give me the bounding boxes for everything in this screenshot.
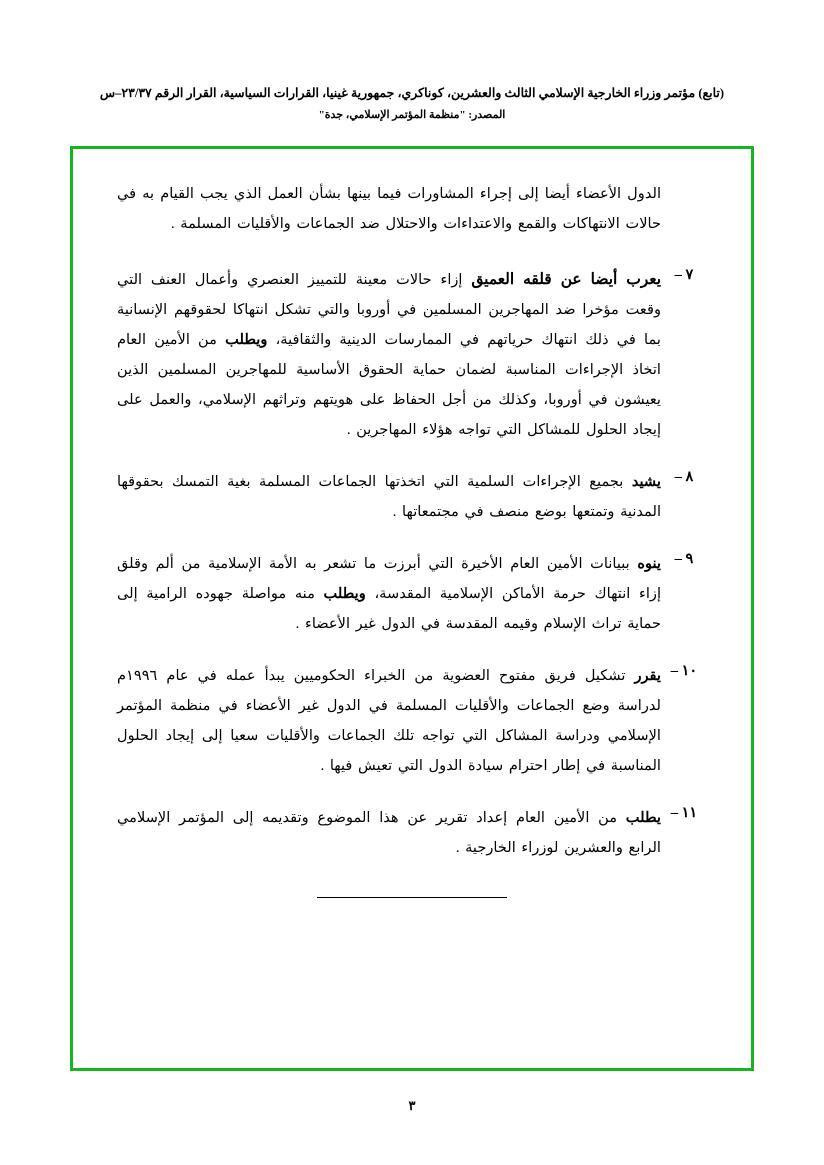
paragraph-number: ١٠ – [670,663,698,679]
paragraph-number: ٨ – [674,469,694,485]
paragraph-body-2: منه مواصلة جهوده الرامية إلى حماية تراث الإسلام وقيمه المقدسة في الدول غير الأعضاء . [117,586,661,632]
header-title-line: (تابع) مؤتمر وزراء الخارجية الإسلامي الثالث والعشرين، كوناكري، جمهورية غينيا، القرارات السياسية، القرار الرقم ٢٣/٣٧–س [99,86,725,100]
paragraph-body: بجميع الإجراءات السلمية التي اتخذتها الجماعات المسلمة بغية التمسك بحقوقها المدنية وتمتعها بوضع منصف في مجتمعاتها . [117,474,661,520]
paragraph-body: ببيانات الأمين العام الأخيرة التي أبرزت ما تشعر به الأمة الإسلامية من ألم وقلق إزاء انتهاك حرمة الأماكن الإسلامية المقدسة، [117,556,661,602]
paragraph-number: ١١ – [670,805,698,821]
paragraph-text [117,549,661,639]
paragraph-keyword: يشيد [631,474,661,490]
intro-paragraph: الدول الأعضاء أيضا إلى إجراء المشاورات فيما بينها بشأن العمل الذي يجب القيام به في حالات الانتهاكات والقمع والاعتداءات والاحتلال ضد الجماعات والأقليات المسلمة . [117,186,661,232]
paragraph-text [117,803,661,863]
paragraph-keyword: يعرب أيضا عن قلقه العميق [471,271,661,288]
page-number: ٣ [408,1098,416,1113]
document-frame [70,146,754,1071]
paragraph-body-2: من الأمين العام اتخاذ الإجراءات المناسبة لضمان حماية الحقوق الأساسية للمهاجرين المسلمين الذين يعيشون في أوروبا، وكذلك من أجل الحفاظ على هويتهم وتراثهم الإسلامي، والعمل على إيجاد الحلول للمشاكل التي تواجه هؤلاء المهاجرين . [117,332,661,438]
paragraph-number: ٩ – [674,551,694,567]
paragraph-7 [117,265,707,445]
paragraph-body: إزاء حالات معينة للتمييز العنصري وأعمال العنف التي وقعت مؤخرا ضد المهاجرين المسلمين في أوروبا والتي تشكل انتهاكا لحقوقهم الإنسانية بما في ذلك انتهاك حرياتهم في الممارسات الدينية والثقافية، [117,272,661,348]
paragraph-keyword-2: ويطلب [323,586,366,602]
paragraph-9 [117,549,707,639]
paragraph-body: تشكيل فريق مفتوح العضوية من الخبراء الحكوميين يبدأ عمله في عام ١٩٩٦م لدراسة وضع الجماعات والأقليات المسلمة في الدول غير الأعضاء في منظمة المؤتمر الإسلامي ودراسة المشاكل التي تواجه تلك الجماعات والأقليات سعيا إلى إيجاد الحلول المناسبة في إطار احترام سيادة الدول التي تعيش فيها . [117,668,661,774]
paragraph-11 [117,803,707,863]
section-divider [317,897,507,898]
header-source-line: المصدر: "منظمة المؤتمر الإسلامي، جدة" [318,109,506,121]
paragraph-text [117,661,661,781]
paragraph-keyword-2: ويطلب [225,332,268,348]
paragraph-8 [117,467,707,527]
paragraph-body: من الأمين العام إعداد تقرير عن هذا الموضوع وتقديمه إلى المؤتمر الإسلامي الرابع والعشرين لوزراء الخارجية . [117,810,661,856]
paragraph-keyword: يقرر [634,668,661,684]
paragraph-text [117,467,661,527]
paragraph-10 [117,661,707,781]
paragraph-keyword: يطلب [625,810,661,826]
paragraph-keyword: ينوه [637,556,661,572]
document-header [0,84,824,121]
paragraph-text [117,265,661,445]
paragraph-number: ٧ – [674,267,694,283]
document-content [117,179,707,1048]
